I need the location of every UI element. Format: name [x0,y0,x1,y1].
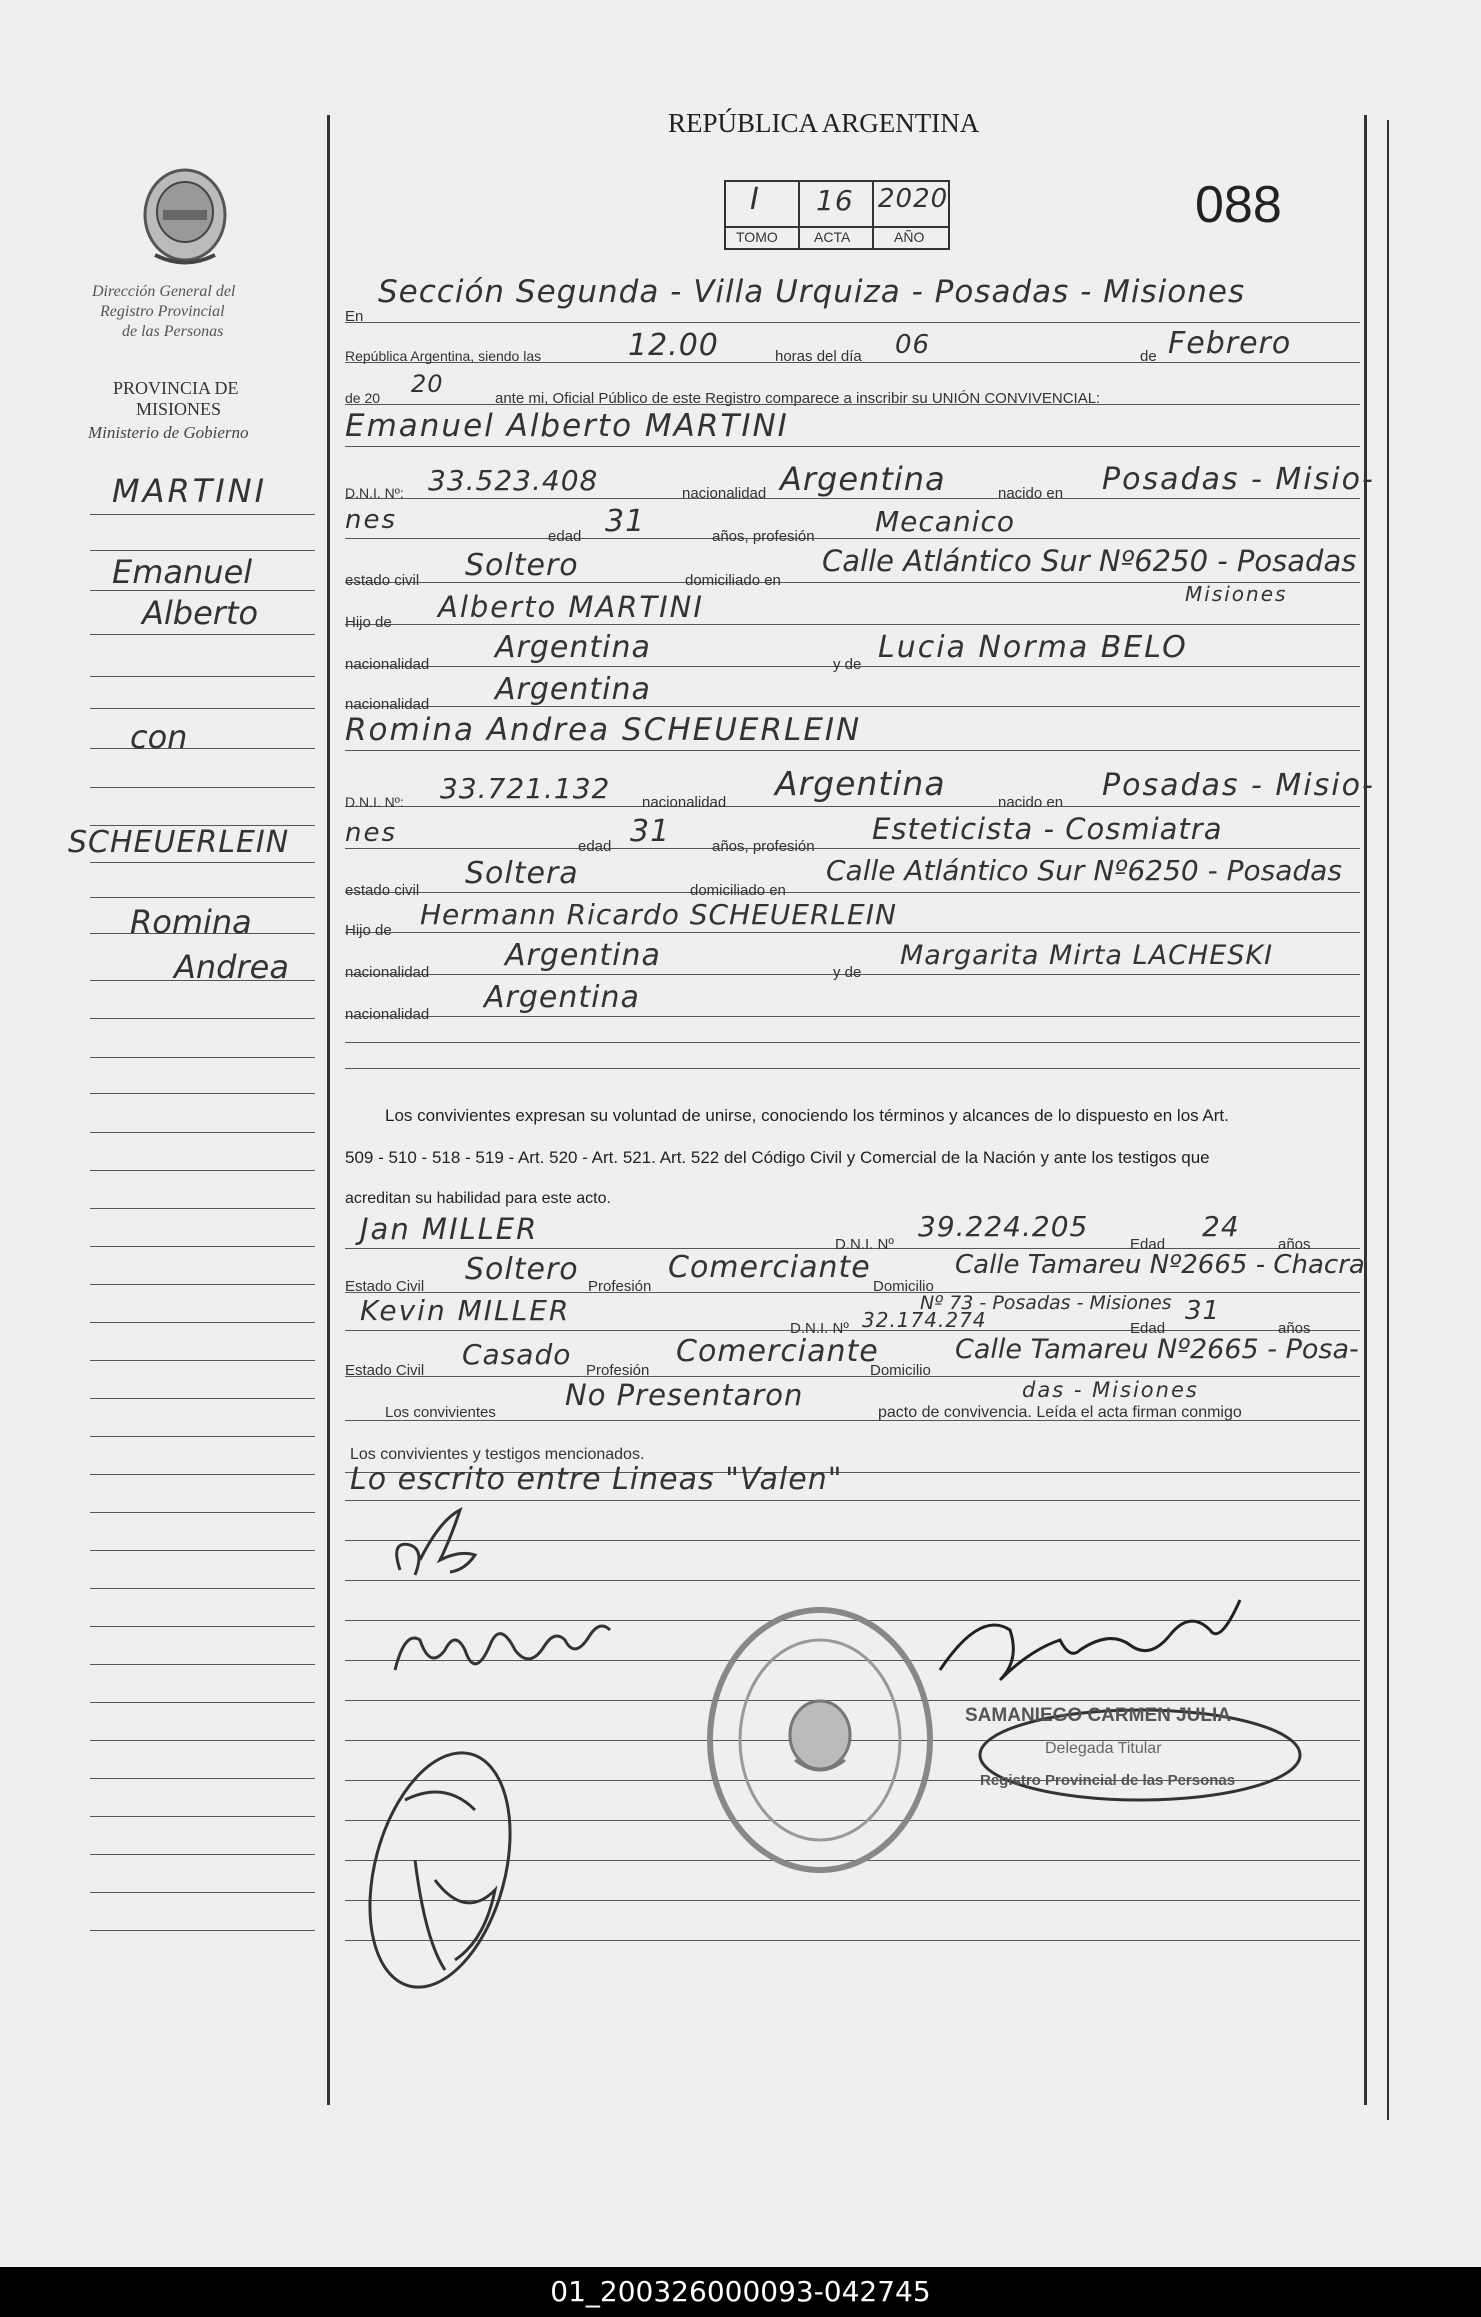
scan-footer-id: 01_200326000093-042745 [0,2267,1481,2317]
label-nacionalidad: nacionalidad [345,1006,430,1023]
side-nombre-2b: Andrea [174,948,289,986]
label-anos: años [1278,1236,1311,1253]
page-title: REPÚBLICA ARGENTINA [668,108,980,138]
label-convivientes: Los convivientes [385,1404,496,1421]
tomo-label: TOMO [736,229,778,245]
logo-ministry: Ministerio de Gobierno [88,423,249,442]
label-de: de [1140,348,1157,365]
signature-1 [380,1500,510,1590]
label-profesion: Profesión [586,1362,650,1379]
logo-prov-1: PROVINCIA DE [113,378,239,398]
t2-nombre: Kevin MILLER [360,1294,571,1327]
t2-dom-b: das - Misiones [1022,1378,1199,1402]
side-line [90,1360,315,1361]
t1-prof: Comerciante [668,1250,871,1285]
side-line [90,1778,315,1779]
p2-nacido-a: Posadas - Misio- [1102,768,1375,803]
label-nacionalidad: nacionalidad [682,485,767,502]
acta-value: 16 [816,184,854,217]
side-line [90,1018,315,1019]
p2-prof: Esteticista - Cosmiatra [872,812,1223,846]
t2-dom-a: Calle Tamareu Nº2665 - Posa- [955,1334,1359,1365]
side-line [90,1208,315,1209]
p2-madre-nac: Argentina [484,980,640,1015]
label-edad: edad [548,528,582,545]
p1-prof: Mecanico [875,505,1015,538]
label-dni: D.N.I. Nº: [345,794,404,810]
t1-dom-a: Calle Tamareu Nº2665 - Chacra [955,1250,1365,1280]
t2-dni: 32.174.274 [862,1308,987,1332]
side-line [90,897,315,898]
side-nombre-1b: Alberto [142,594,259,632]
label-edad: edad [578,838,612,855]
record-box [724,180,950,250]
side-line [90,1057,315,1058]
pacto-value: No Presentaron [565,1378,804,1412]
p2-dom: Calle Atlántico Sur Nº6250 - Posadas [826,854,1342,887]
t1-dom-b: Nº 73 - Posadas - Misiones [920,1292,1172,1314]
tomo-value: I [750,182,760,217]
p1-edad: 31 [605,504,646,539]
label-domiciliado: domiciliado en [685,572,781,589]
acta-label: ACTA [814,229,851,245]
label-en: En [345,308,364,325]
side-line [90,1132,315,1133]
side-line [90,1436,315,1437]
side-line [90,1284,315,1285]
p1-dom-b: Misiones [1185,582,1288,606]
p1-dom-a: Calle Atlántico Sur Nº6250 - Posadas [822,544,1357,578]
legal-paragraph-line-2: 509 - 510 - 518 - 519 - Art. 520 - Art. 521. Art. 522 del Código Civil y Comercial de la Nación y ante los testigos que [345,1148,1210,1167]
label-anos-prof: años, profesión [712,528,815,545]
side-line [90,514,315,515]
side-line [90,1093,315,1094]
logo-line-2: Registro Provincial [100,303,225,320]
p2-nombre: Romina Andrea SCHEUERLEIN [345,712,862,748]
label-horas-dia: horas del día [775,348,862,365]
side-line [90,1550,315,1551]
form-line [345,932,1360,933]
label-dni-no: D.N.I. Nº [835,1236,894,1253]
t2-civil: Casado [462,1338,572,1371]
side-line [90,1398,315,1399]
side-line [90,748,315,749]
p2-madre: Margarita Mirta LACHESKI [900,940,1274,971]
t2-prof: Comerciante [676,1334,879,1369]
side-line [90,1854,315,1855]
value-lugar: Sección Segunda - Villa Urquiza - Posadas - Misiones [378,274,1246,310]
left-margin-rule [327,115,330,2105]
label-y-de: y de [833,656,862,673]
p2-nacido-b: nes [345,818,398,848]
form-line [345,498,1360,499]
p2-nac: Argentina [775,764,946,803]
side-line [90,1474,315,1475]
side-line [90,1322,315,1323]
label-y-de: y de [833,964,862,981]
value-mes: Febrero [1168,326,1292,361]
form-line [345,1068,1360,1069]
label-nacido: nacido en [998,485,1064,502]
p2-edad: 31 [630,814,671,849]
value-anio: 20 [411,370,444,398]
legal-paragraph-line-3: acreditan su habilidad para este acto. [345,1190,611,1207]
p1-dni: 33.523.408 [428,464,599,497]
label-de20: de 20 [345,390,381,406]
side-line [90,1740,315,1741]
p1-nac: Argentina [780,460,946,498]
form-line [345,1330,1360,1331]
side-line [90,708,315,709]
side-line [90,1702,315,1703]
side-line [90,550,315,551]
t1-dni: 39.224.205 [918,1210,1089,1243]
label-edad-cap: Edad [1130,1236,1166,1253]
label-nacionalidad: nacionalidad [345,964,430,981]
logo-line-1: Dirección General del [92,283,236,300]
side-line [90,1170,315,1171]
label-nacionalidad: nacionalidad [345,696,430,713]
legal-paragraph-line-1: Los convivientes expresan su voluntad de unirse, conociendo los términos y alcances de lo dispuesto en los Art. [385,1106,1229,1125]
t1-civil: Soltero [465,1252,579,1287]
label-profesion: Profesión [588,1278,652,1295]
logo-prov-2: MISIONES [136,399,222,419]
side-line [90,1246,315,1247]
p1-padre-nac: Argentina [495,630,651,665]
stamp-org: Registro Provincial de las Personas [980,1772,1236,1789]
label-dni-no: D.N.I. Nº [790,1320,849,1337]
signature-2 [375,1610,635,1700]
side-apellido-1: MARTINI [112,472,268,510]
signature-3 [355,1740,525,2000]
form-line [345,806,1360,807]
label-dni: D.N.I. Nº: [345,485,404,501]
side-line [90,862,315,863]
t1-nombre: Jan MILLER [360,1212,539,1246]
label-anos-prof: años, profesión [712,838,815,855]
form-line [345,1016,1360,1017]
form-line [345,1376,1360,1377]
label-republica: República Argentina, siendo las [345,348,542,364]
stamp-name: SAMANIEGO CARMEN JULIA [965,1705,1232,1726]
t2-edad: 31 [1185,1296,1221,1326]
coat-of-arms-icon [135,160,235,270]
p2-padre: Hermann Ricardo SCHEUERLEIN [420,898,897,931]
p2-padre-nac: Argentina [505,938,661,973]
label-hijo-de: Hijo de [345,922,392,939]
record-box-divider-1 [798,182,800,248]
side-line [90,1892,315,1893]
label-domicilio: Domicilio [870,1362,931,1379]
label-nacionalidad: nacionalidad [345,656,430,673]
side-nombre-2a: Romina [130,903,252,941]
label-domiciliado: domiciliado en [690,882,786,899]
side-nombre-1a: Emanuel [112,553,253,591]
anio-label: AÑO [894,229,925,245]
label-hijo-de: Hijo de [345,614,392,631]
form-line [345,538,1360,539]
p1-nacido-b: nes [345,505,398,535]
label-pacto: pacto de convivencia. Leída el acta firman conmigo [878,1404,1242,1421]
label-estado-civil: estado civil [345,572,420,589]
p2-dni: 33.721.132 [440,772,611,805]
value-dia: 06 [895,330,931,360]
side-line [90,787,315,788]
record-box-divider-2 [872,182,874,248]
side-line [90,1664,315,1665]
side-line [90,1930,315,1931]
p1-madre: Lucia Norma BELO [878,630,1188,665]
p1-nacido-a: Posadas - Misio- [1102,462,1375,497]
label-nacionalidad: nacionalidad [642,794,727,811]
page-edge-rule [1387,120,1389,2120]
label-edad-cap: Edad [1130,1320,1166,1337]
side-line [90,1816,315,1817]
form-line [345,322,1360,323]
form-line [345,624,1360,625]
record-box-divider-h [726,226,948,228]
label-anos: años [1278,1320,1311,1337]
label-ante: ante mi, Oficial Público de este Registro comparece a inscribir su UNIÓN CONVIVENCIAL: [495,390,1101,407]
p1-padre: Alberto MARTINI [438,590,704,624]
logo-line-3: de las Personas [122,323,224,340]
official-signature [920,1590,1260,1700]
p1-madre-nac: Argentina [495,672,651,707]
side-line [90,1512,315,1513]
form-line [345,892,1360,893]
form-line [345,1042,1360,1043]
p1-nombre: Emanuel Alberto MARTINI [345,408,789,444]
label-nacido: nacido en [998,794,1064,811]
side-line [90,676,315,677]
label-convivientes-testigos: Los convivientes y testigos mencionados. [350,1446,645,1463]
form-line [345,446,1360,447]
label-estado-civil-cap: Estado Civil [345,1362,425,1379]
side-line [90,1626,315,1627]
stamp-role: Delegada Titular [1045,1740,1162,1757]
nota-value: Lo escrito entre Lineas "Valen" [350,1462,843,1497]
right-margin-rule [1364,115,1367,2105]
t1-edad: 24 [1202,1210,1240,1243]
value-hora: 12.00 [628,328,719,363]
side-con: con [130,718,188,756]
side-line [90,634,315,635]
side-apellido-2: SCHEUERLEIN [68,825,290,860]
label-estado-civil: estado civil [345,882,420,899]
side-line [90,1588,315,1589]
anio-value: 2020 [878,184,949,214]
record-number: 088 [1195,176,1282,234]
official-seal [700,1600,940,1880]
label-estado-civil-cap: Estado Civil [345,1278,425,1295]
form-line [345,750,1360,751]
p1-civil: Soltero [465,548,579,583]
form-line [345,848,1360,849]
p2-civil: Soltera [465,856,579,891]
form-line [345,1292,1360,1293]
label-domicilio: Domicilio [873,1278,934,1295]
